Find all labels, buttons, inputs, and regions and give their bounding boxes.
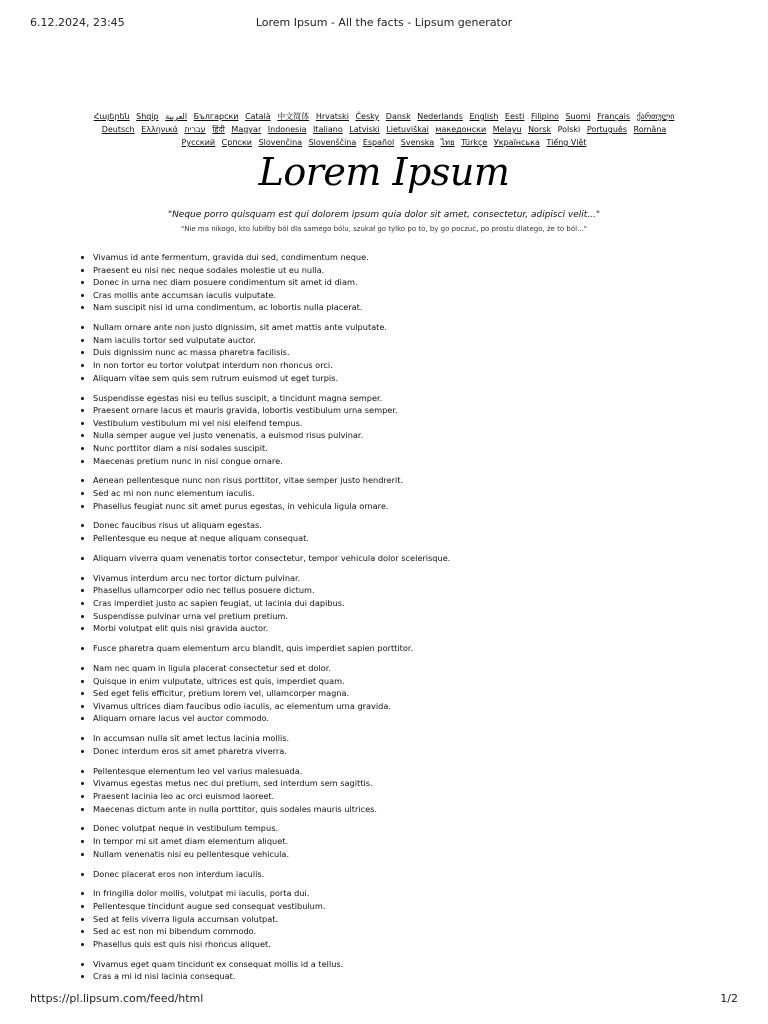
list-item: • Cras imperdiet justo ac sapien feugiat, ut lacinia dui dapibus. <box>93 597 700 610</box>
list-item: • Sed eget felis efficitur, pretium lorem vel, ullamcorper magna. <box>93 687 700 700</box>
list-item: • Nullam ornare ante non justo dignissim, sit amet mattis ante vulputate. <box>93 321 700 334</box>
language-link[interactable]: Česky <box>355 112 380 121</box>
bullet-list <box>80 958 700 983</box>
list-item: • Nam nec quam in ligula placerat consectetur sed et dolor. <box>93 662 700 675</box>
list-item: • Duis dignissim nunc ac massa pharetra facilisis. <box>93 346 700 359</box>
list-item: • Cras mollis ante accumsan iaculis vulputate. <box>93 289 700 302</box>
list-item: • Suspendisse pulvinar urna vel pretium pretium. <box>93 610 700 623</box>
list-item: • Donec interdum eros sit amet pharetra viverra. <box>93 745 700 758</box>
language-link[interactable]: Slovenčina <box>258 138 303 147</box>
list-item: • Phasellus ullamcorper odio nec tellus posuere dictum. <box>93 584 700 597</box>
list-item: • Maecenas dictum ante in nulla porttitor, quis sodales mauris ultrices. <box>93 803 700 816</box>
print-page-number: 1/2 <box>720 992 738 1005</box>
language-link[interactable]: Svenska <box>400 138 435 147</box>
list-item: • Pellentesque eu neque at neque aliquam consequat. <box>93 532 700 545</box>
language-link[interactable]: Français <box>597 112 631 121</box>
language-links <box>84 110 684 149</box>
language-link[interactable]: Català <box>245 112 271 121</box>
list-item: • Vivamus ultrices diam faucibus odio iaculis, ac elementum urna gravida. <box>93 700 700 713</box>
language-link[interactable]: 中文简体 <box>277 112 310 121</box>
list-item: • Vivamus eget quam tincidunt ex consequat mollis id a tellus. <box>93 958 700 971</box>
list-item: • Sed at felis viverra ligula accumsan volutpat. <box>93 913 700 926</box>
list-item: • In tempor mi sit amet diam elementum aliquet. <box>93 835 700 848</box>
list-item: • In accumsan nulla sit amet lectus lacinia mollis. <box>93 732 700 745</box>
list-item: • Aliquam ornare lacus vel auctor commodo. <box>93 712 700 725</box>
list-item: • Sed ac est non mi bibendum commodo. <box>93 925 700 938</box>
language-link[interactable]: Latviski <box>349 125 380 134</box>
language-link[interactable]: Hrvatski <box>315 112 349 121</box>
bullet-list <box>80 642 700 655</box>
print-url: https://pl.lipsum.com/feed/html <box>30 992 204 1005</box>
list-item: • Aliquam viverra quam venenatis tortor consectetur, tempor vehicula dolor scelerisque. <box>93 552 700 565</box>
language-link[interactable]: Српски <box>221 138 252 147</box>
list-item: • Donec volutpat neque in vestibulum tempus. <box>93 822 700 835</box>
language-link[interactable]: Filipino <box>530 112 559 121</box>
print-header <box>30 16 738 30</box>
print-doc-title: Lorem Ipsum - All the facts - Lipsum generator <box>255 16 513 29</box>
language-link[interactable]: Հայերեն <box>93 112 130 121</box>
print-footer <box>30 992 738 1006</box>
language-link[interactable]: Româna <box>633 125 667 134</box>
language-link[interactable]: Tiếng Việt <box>546 138 587 147</box>
language-link[interactable]: Ελληνικά <box>141 125 178 134</box>
language-link[interactable]: Norsk <box>528 125 552 134</box>
language-link[interactable]: Indonesia <box>267 125 307 134</box>
list-item: • Nunc porttitor diam a nisi sodales suscipit. <box>93 442 700 455</box>
list-item: • Phasellus quis est quis nisi rhoncus aliquet. <box>93 938 700 951</box>
language-link[interactable]: Melayu <box>492 125 522 134</box>
list-item: • Vivamus egestas metus nec dui pretium, sed interdum sem sagittis. <box>93 777 700 790</box>
language-link[interactable]: Español <box>362 138 395 147</box>
list-item: • Morbi volutpat elit quis nisi gravida auctor. <box>93 622 700 635</box>
list-item: • Praesent eu nisi nec neque sodales molestie ut eu nulla. <box>93 264 700 277</box>
language-link[interactable]: Dansk <box>385 112 411 121</box>
bullet-list <box>80 662 700 725</box>
language-link[interactable]: Suomi <box>565 112 591 121</box>
print-datetime: 6.12.2024, 23:45 <box>30 16 125 29</box>
list-item: • Vivamus interdum arcu nec tortor dictum pulvinar. <box>93 572 700 585</box>
language-link[interactable]: Shqip <box>136 112 159 121</box>
language-link[interactable]: Eesti <box>504 112 525 121</box>
language-link[interactable]: ไทย <box>440 138 455 147</box>
list-item: • Sed ac mi non nunc elementum iaculis. <box>93 487 700 500</box>
bullet-list <box>80 552 700 565</box>
list-item: • Phasellus feugiat nunc sit amet purus egestas, in vehicula ligula ornare. <box>93 500 700 513</box>
generated-lists <box>80 251 700 990</box>
bullet-list <box>80 392 700 468</box>
language-link[interactable]: Deutsch <box>101 125 135 134</box>
language-link[interactable]: Pyccкий <box>181 138 216 147</box>
list-item: • In fringilla dolor mollis, volutpat mi iaculis, porta dui. <box>93 887 700 900</box>
list-item: • Aliquam vitae sem quis sem rutrum euismod ut eget turpis. <box>93 372 700 385</box>
language-link[interactable]: English <box>469 112 499 121</box>
language-link[interactable]: हिंदी <box>212 125 225 134</box>
list-item: • Fusce pharetra quam elementum arcu blandit, quis imperdiet sapien porttitor. <box>93 642 700 655</box>
list-item: • Cras a mi id nisi lacinia consequat. <box>93 970 700 983</box>
list-item: • Donec faucibus risus ut aliquam egestas. <box>93 519 700 532</box>
language-link[interactable]: עברית <box>184 125 206 134</box>
bullet-list <box>80 868 700 881</box>
list-item: • Donec placerat eros non interdum iaculis. <box>93 868 700 881</box>
list-item: • Vivamus id ante fermentum, gravida dui sed, condimentum neque. <box>93 251 700 264</box>
bullet-list <box>80 474 700 512</box>
language-link[interactable]: Български <box>193 112 239 121</box>
bullet-list <box>80 572 700 635</box>
language-link: Polski <box>557 125 581 134</box>
list-item: • Suspendisse egestas nisi eu tellus suscipit, a tincidunt magna semper. <box>93 392 700 405</box>
list-item: • Pellentesque tincidunt augue sed consequat vestibulum. <box>93 900 700 913</box>
bullet-list <box>80 251 700 314</box>
bullet-list <box>80 321 700 384</box>
bullet-list <box>80 765 700 815</box>
language-link[interactable]: العربية <box>165 112 188 121</box>
list-item: • Praesent lacinia leo ac orci euismod laoreet. <box>93 790 700 803</box>
language-link[interactable]: ქართული <box>636 112 675 121</box>
list-item: • In non tortor eu tortor volutpat interdum non rhoncus orci. <box>93 359 700 372</box>
language-link[interactable]: Nederlands <box>417 112 463 121</box>
list-item: • Aenean pellentesque nunc non risus porttitor, vitae semper justo hendrerit. <box>93 474 700 487</box>
list-item: • Vestibulum vestibulum mi vel nisi eleifend tempus. <box>93 417 700 430</box>
list-item: • Nam iaculis tortor sed vulputate auctor. <box>93 334 700 347</box>
lorem-ipsum-logo: Lorem Ipsum <box>258 150 510 194</box>
language-link[interactable]: Українська <box>493 138 540 147</box>
list-item: • Praesent ornare lacus et mauris gravida, lobortis vestibulum urna semper. <box>93 404 700 417</box>
bullet-list <box>80 822 700 860</box>
list-item: • Pellentesque elementum leo vel varius malesuada. <box>93 765 700 778</box>
list-item: • Donec in urna nec diam posuere condimentum sit amet id diam. <box>93 276 700 289</box>
bullet-list <box>80 519 700 544</box>
list-item: • Quisque in enim vulputate, ultrices est quis, imperdiet quam. <box>93 675 700 688</box>
language-link[interactable]: Português <box>586 125 627 134</box>
language-link[interactable]: Lietuviškai <box>386 125 429 134</box>
list-item: • Nulla semper augue vel justo venenatis, a euismod risus pulvinar. <box>93 429 700 442</box>
list-item: • Maecenas pretium nunc in nisi congue ornare. <box>93 455 700 468</box>
language-link[interactable]: Slovenščina <box>308 138 357 147</box>
bullet-list <box>80 887 700 950</box>
language-link[interactable]: Türkçe <box>461 138 488 147</box>
list-item: • Nullam venenatis nisi eu pellentesque vehicula. <box>93 848 700 861</box>
polish-quote: "Nie ma nikogo, kto lubiłby ból dla samego bólu, szukał go tylko po to, by go poczuć, po prostu dlatego, że to ból..." <box>180 225 587 233</box>
language-link[interactable]: Italiano <box>313 125 343 134</box>
bullet-list <box>80 732 700 757</box>
latin-quote: "Neque porro quisquam est qui dolorem ipsum quia dolor sit amet, consectetur, adipisci velit..." <box>167 210 601 220</box>
language-link[interactable]: македонски <box>435 125 487 134</box>
list-item: • Nam suscipit nisi id urna condimentum, ac lobortis nulla placerat. <box>93 301 700 314</box>
language-link[interactable]: Magyar <box>231 125 262 134</box>
